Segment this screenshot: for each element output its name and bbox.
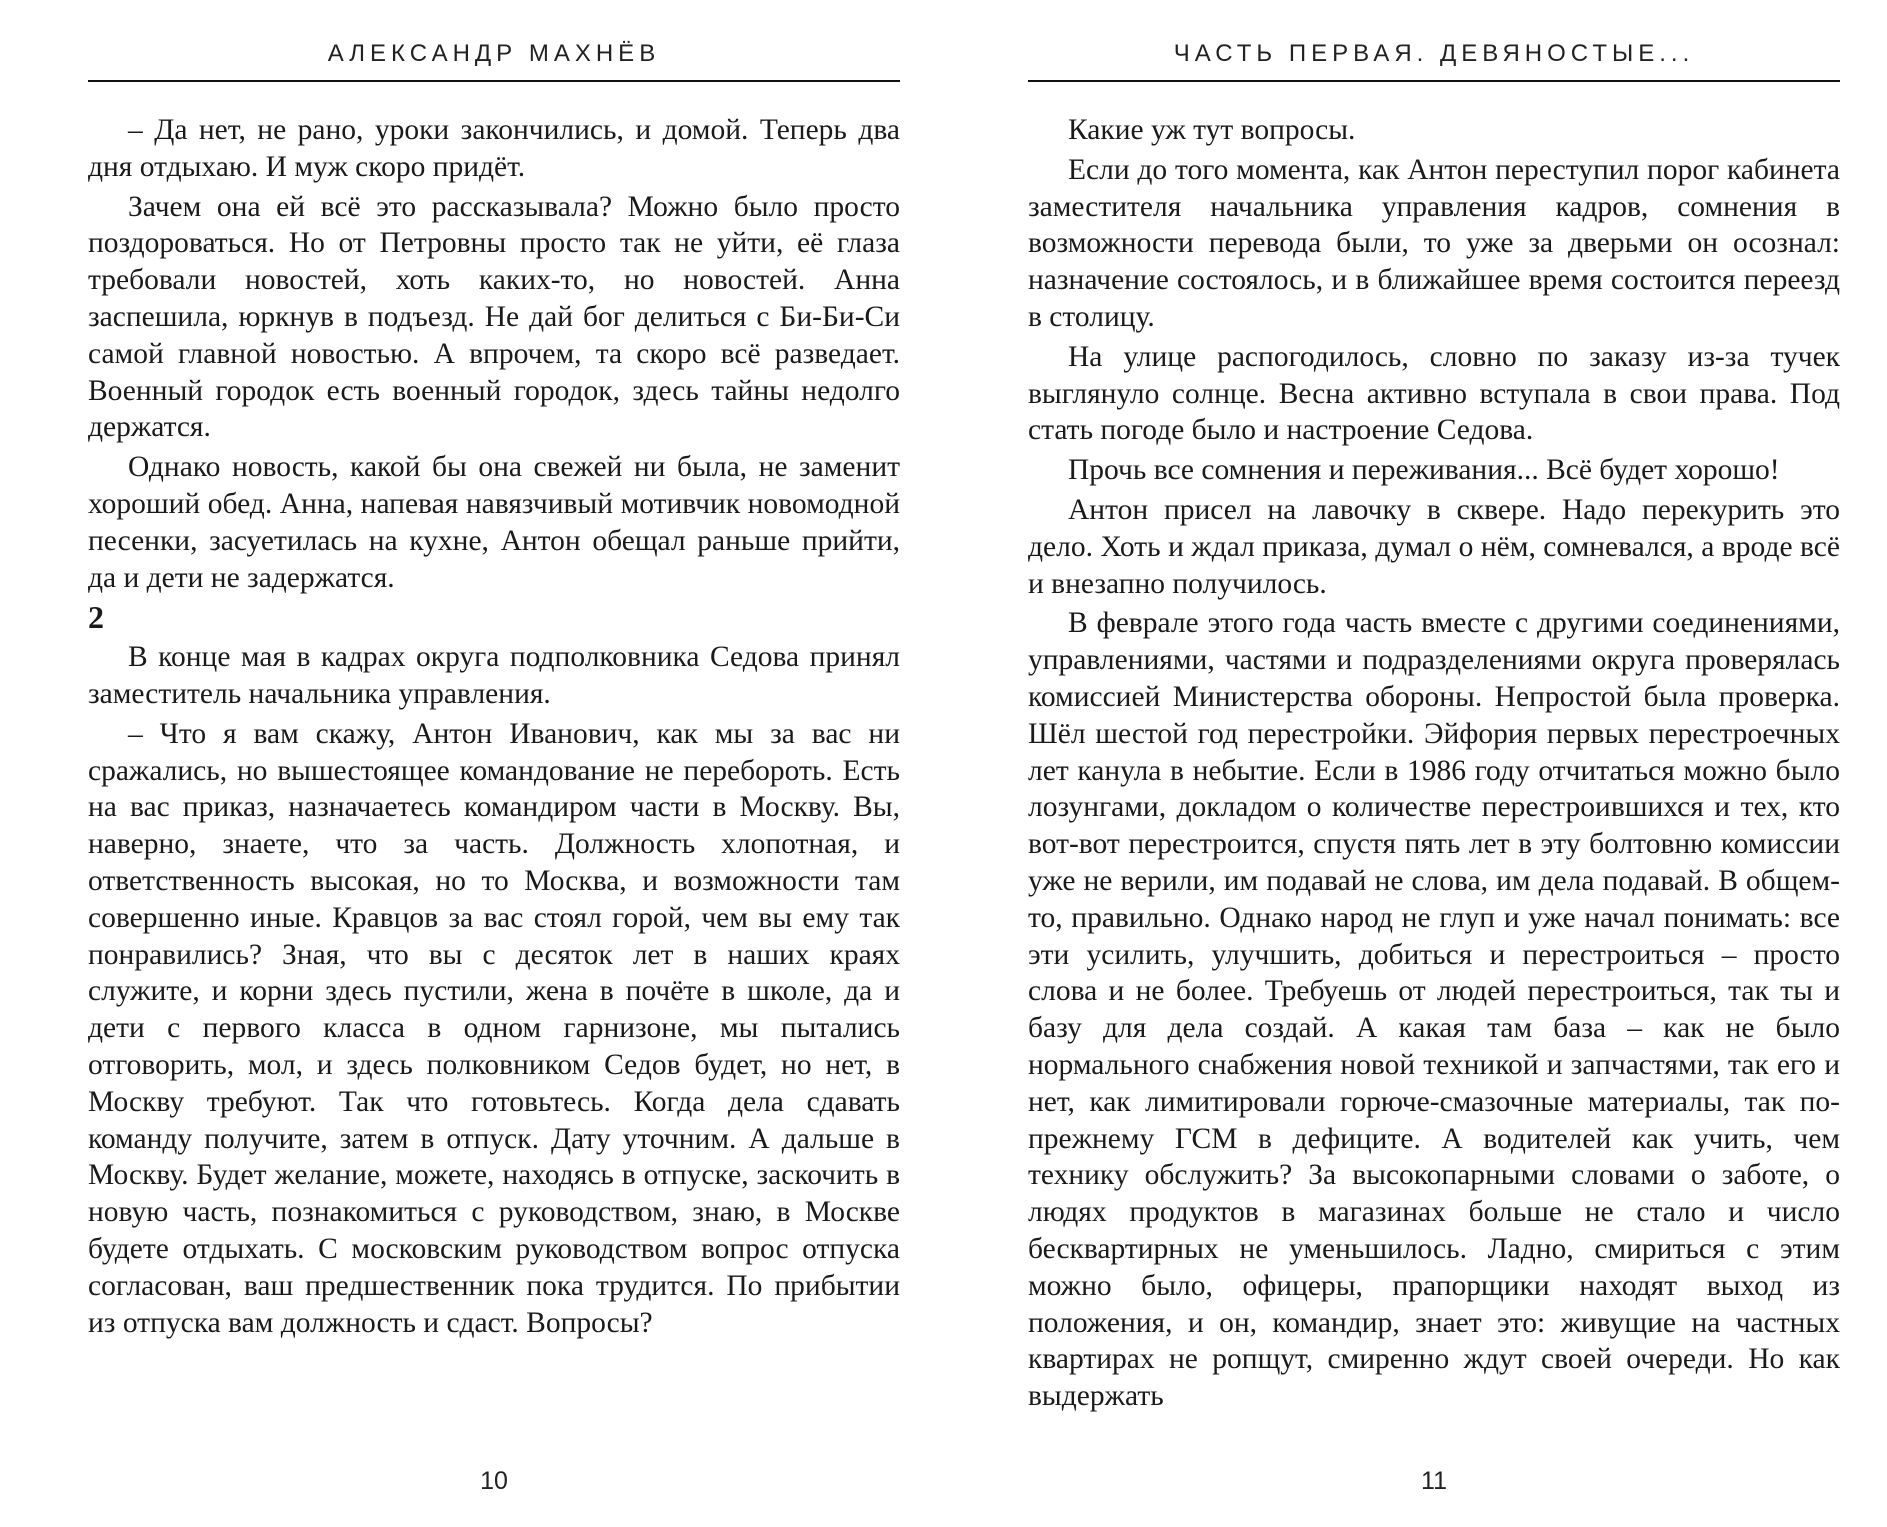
paragraph: Зачем она ей всё это рассказывала? Можно было просто поздороваться. Но от Петровны просто так не уйти, её глаза требовали новостей, хоть каких-то, но новостей. Анна заспешила, юркнув в подъезд. Не дай бог делиться с Би-Би-Си самой главной новостью. А впрочем, та скоро всё разведает. Военный городок есть военный городок, здесь тайны недолго держатся. — [88, 190, 900, 444]
right-page — [1028, 0, 1840, 1527]
paragraph: В феврале этого года часть вместе с другими соединениями, управлениями, частями и подразделениями округа проверялась комиссией Министерства обороны. Непростой была проверка. Шёл шестой год перестройки. Эйфория первых перестроечных лет канула в небытие. Если в 1986 году отчитаться можно было лозунгами, докладом о количестве перестроившихся и тех, кто вот-вот перестроится, спустя пять лет в эту болтовню комиссии уже не верили, им подавай не слова, им дела подавай. В общем-то, правильно. Однако народ не глуп и уже начал понимать: все эти усилить, улучшить, добиться и перестроиться – просто слова и не более. Требуешь от людей перестроиться, так ты и базу для дела создай. А какая там база – как не было нормального снабжения новой техникой и запчастями, так его и нет, как лимитировали горюче-смазочные материалы, так по-прежнему ГСМ в дефиците. А водителей как учить, чем технику обслужить? За высокопарными словами о заботе, о людях продуктов в магазинах больше не стало и число бесквартирных не уменьшилось. Ладно, смириться с этим можно было, офицеры, прапорщики находят выход из положения, и он, командир, знает это: живущие на частных квартирах не ропщут, смиренно ждут своей очереди. Но как выдержать — [1028, 607, 1840, 1413]
page-number: 11 — [1421, 1467, 1447, 1495]
paragraph: – Что я вам скажу, Антон Иванович, как мы за вас ни сражались, но вышестоящее командование не перебороть. Есть на вас приказ, назначаетесь командиром части в Москву. Вы, наверно, знаете, что за часть. Должность хлопотная, и ответственность высокая, но то Москва, и возможности там совершенно иные. Кравцов за вас стоял горой, чем вы ему так понравились? Зная, что вы с десяток лет в наших краях служите, и корни здесь пустили, жена в почёте в школе, да и дети с первого класса в одном гарнизоне, мы пытались отговорить, мол, и здесь полковником Седов будет, но нет, в Москву требуют. Так что готовьтесь. Когда дела сдавать команду получите, затем в отпуск. Дату уточним. А дальше в Москву. Будет желание, можете, находясь в отпуске, заскочить в новую часть, познакомиться с руководством, знаю, в Москве будете отдыхать. С московским руководством вопрос отпуска согласован, ваш предшественник пока трудится. По прибытии из отпуска вам должность и сдаст. Вопросы? — [88, 717, 900, 1339]
running-head-part: ЧАСТЬ ПЕРВАЯ. ДЕВЯНОСТЫЕ... — [1173, 40, 1695, 67]
left-page — [88, 0, 900, 1527]
paragraph: Если до того момента, как Антон переступил порог кабинета заместителя начальника управления кадров, сомнения в возможности перевода были, то уже за дверьми он осознал: назначение состоялось, и в ближайшее время состоится переезд в столицу. — [1028, 153, 1840, 333]
running-head-author: АЛЕКСАНДР МАХНЁВ — [327, 40, 661, 67]
header-rule — [1028, 80, 1840, 82]
paragraph: Какие уж тут вопросы. — [1068, 114, 1356, 146]
page-number: 10 — [480, 1467, 508, 1495]
header-rule — [88, 80, 900, 82]
paragraph: В конце мая в кадрах округа подполковника Седова принял заместитель начальника управления. — [88, 641, 900, 710]
paragraph: Прочь все сомнения и переживания... Всё будет хорошо! — [1068, 454, 1780, 487]
right-body-text — [1028, 112, 1840, 1418]
paragraph: Однако новость, какой бы она свежей ни была, не заменит хороший обед. Анна, напевая навязчивый мотивчик новомодной песенки, засуетилась на кухне, Антон обещал раньше прийти, да и дети не задержатся. — [88, 451, 900, 594]
paragraph: – Да нет, не рано, уроки закончились, и домой. Теперь два дня отдыхаю. И муж скоро придёт. — [88, 114, 900, 183]
left-body-text — [88, 112, 900, 1344]
paragraph: Антон присел на лавочку в сквере. Надо перекурить это дело. Хоть и ждал приказа, думал о нём, сомневался, а вроде всё и внезапно получилось. — [1028, 493, 1840, 600]
paragraph: На улице распогодилось, словно по заказу из-за тучек выглянуло солнце. Весна активно вступала в свои права. Под стать погоде было и настроение Седова. — [1028, 340, 1840, 447]
chapter-number: 2 — [88, 599, 104, 636]
